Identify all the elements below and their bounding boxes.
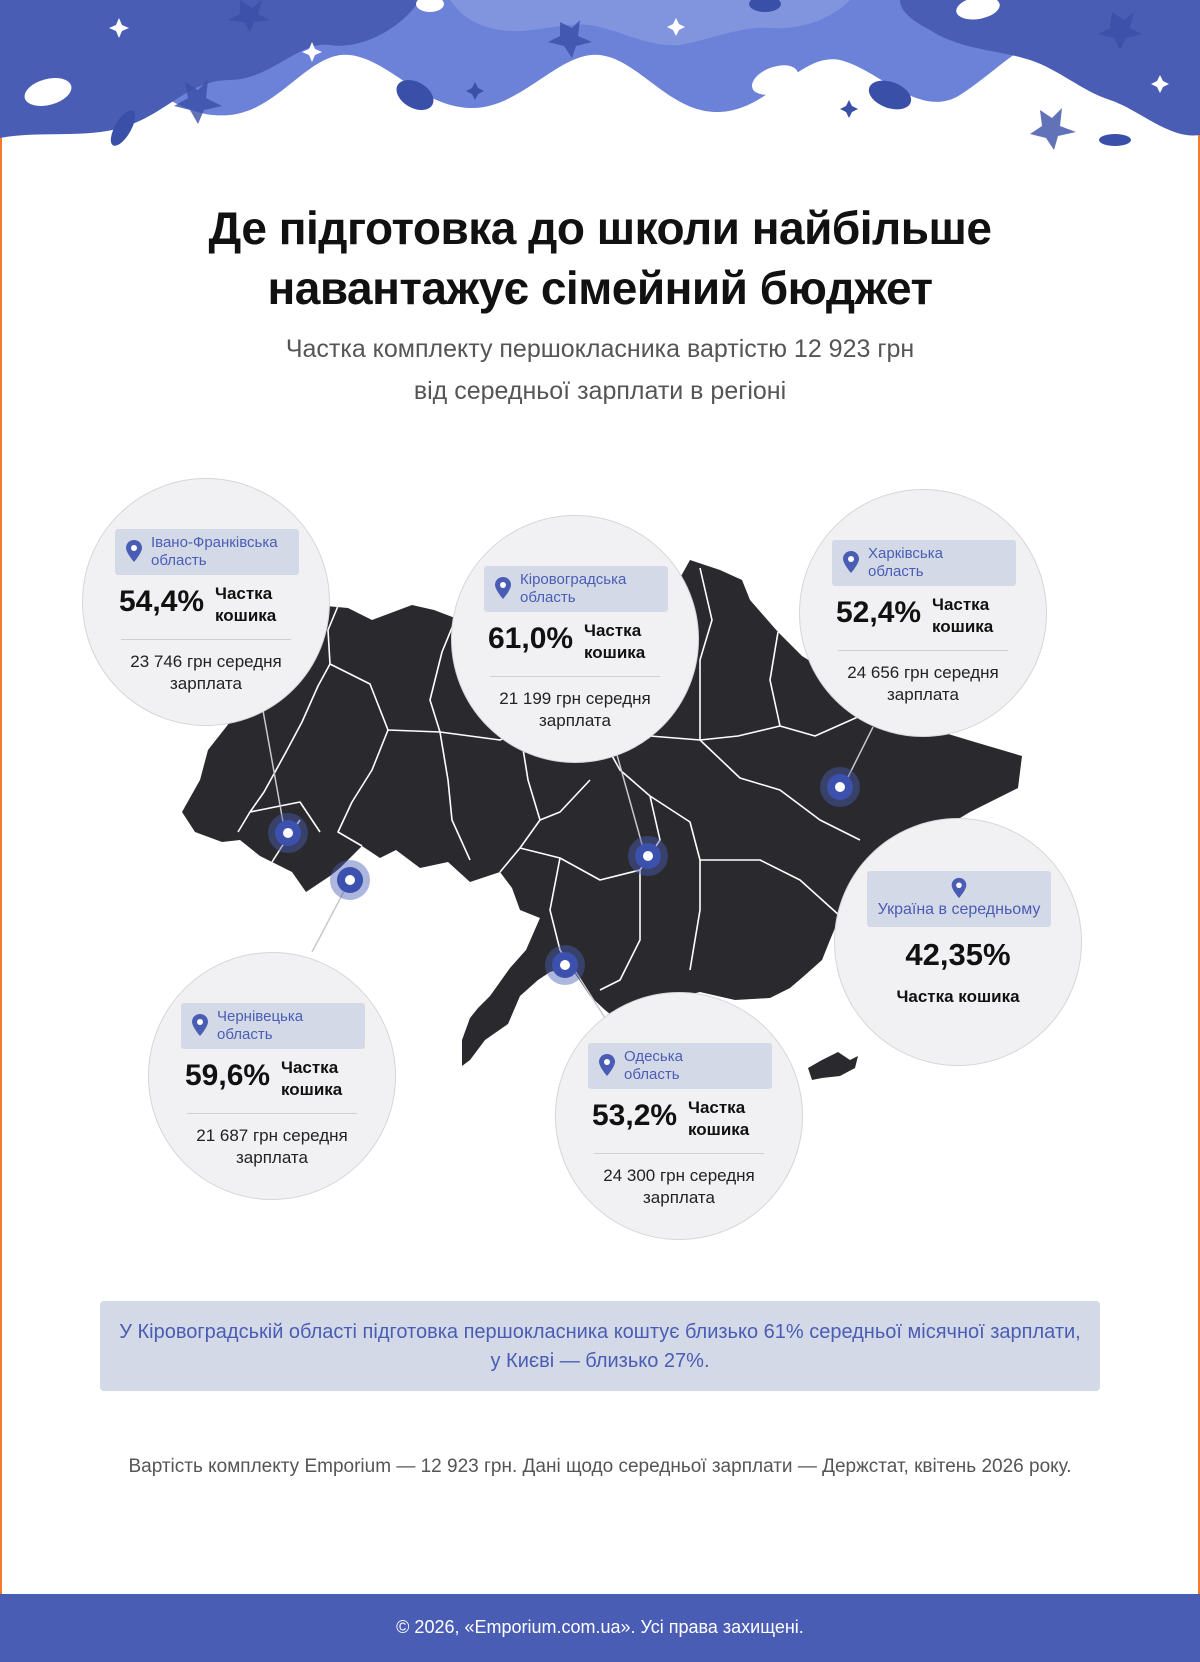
footer [0, 1594, 1200, 1662]
location-pin-icon [842, 550, 860, 574]
salary-line: 24 656 грн середня [847, 663, 999, 682]
share-value: 61,0% [488, 622, 574, 655]
note-line: У Кіровоградській області підготовка першокласника коштує близько 61% середньої місячної зарплати, [119, 1321, 1081, 1343]
share-label-line: Частка [932, 595, 990, 614]
average-salary [820, 662, 1026, 706]
title-line: Де підготовка до школи найбільше [208, 202, 992, 254]
share-label-line: кошика [688, 1120, 750, 1139]
region-tag [181, 1003, 365, 1049]
salary-line: зарплата [887, 685, 959, 704]
location-pin-icon [191, 1013, 209, 1037]
average-salary [169, 1125, 375, 1169]
salary-line: зарплата [170, 674, 242, 693]
salary-line: зарплата [643, 1188, 715, 1207]
source-note: Вартість комплекту Emporium — 12 923 грн. Дані щодо середньої зарплати — Держстат, квітень 2026 року. [128, 1456, 1072, 1477]
page-title [0, 198, 1200, 318]
share-label [688, 1097, 749, 1141]
share-value: 42,35% [905, 937, 1011, 972]
map-pin-kirovohrad [628, 836, 668, 876]
region-bubble-chernivtsi [148, 952, 396, 1200]
share-value: 59,6% [185, 1059, 271, 1092]
copyright-text: © 2026, «Emporium.com.ua». Усі права захищені. [396, 1617, 804, 1637]
map-pin-odesa [545, 945, 585, 985]
region-name: Україна в середньому [877, 901, 1041, 918]
average-salary [576, 1165, 782, 1209]
region-name: область [151, 552, 207, 569]
region-name: Кіровоградська [520, 571, 627, 588]
average-salary [103, 651, 309, 695]
average-bubble-ukraine [834, 818, 1082, 1066]
region-tag [867, 871, 1051, 927]
share-label: Частка кошика [896, 987, 1020, 1006]
salary-line: 23 746 грн середня [130, 652, 282, 671]
ukraine-map-area [0, 440, 1200, 1240]
divider [121, 639, 291, 640]
region-tag [115, 529, 299, 575]
salary-line: 21 199 грн середня [499, 689, 651, 708]
divider [490, 676, 660, 677]
region-name: Чернівецька [217, 1008, 304, 1025]
subtitle-line: від середньої зарплати в регіоні [413, 377, 787, 405]
share-label [932, 594, 993, 638]
salary-line: зарплата [236, 1148, 308, 1167]
region-name: область [868, 563, 924, 580]
share-label-line: Частка [281, 1058, 339, 1077]
salary-line: зарплата [539, 711, 611, 730]
share-label [215, 583, 276, 627]
region-name: Харківська [868, 545, 943, 562]
salary-line: 21 687 грн середня [196, 1126, 348, 1145]
share-label [281, 1057, 342, 1101]
page-subtitle [0, 328, 1200, 412]
region-tag [484, 566, 668, 612]
region-bubble-odesa [555, 992, 803, 1240]
region-name: область [520, 589, 576, 606]
map-pin-chernivtsi [330, 860, 370, 900]
divider [187, 1113, 357, 1114]
region-name: Івано-Франківська [151, 534, 278, 551]
location-pin-icon [950, 877, 968, 899]
share-value: 52,4% [836, 596, 922, 629]
share-label-line: Частка [688, 1098, 746, 1117]
share-label-line: кошика [281, 1080, 343, 1099]
average-salary [472, 688, 678, 732]
share-label-line: Частка [584, 621, 642, 640]
share-value: 53,2% [592, 1099, 678, 1132]
region-tag [832, 540, 1016, 586]
autumn-header-decoration [0, 0, 1200, 160]
subtitle-line: Частка комплекту першокласника вартістю 12 923 грн [285, 335, 915, 363]
highlight-note [100, 1301, 1100, 1391]
region-bubble-ivano-frankivsk [82, 478, 330, 726]
note-line: у Києві — близько 27%. [490, 1350, 710, 1372]
region-name: область [217, 1026, 273, 1043]
region-name: Одеська [624, 1048, 683, 1065]
region-name: область [624, 1066, 680, 1083]
title-line: навантажує сімейний бюджет [267, 262, 933, 314]
salary-line: 24 300 грн середня [603, 1166, 755, 1185]
divider [838, 650, 1008, 651]
share-label-line: кошика [584, 643, 646, 662]
map-pin-ivano-frankivsk [268, 813, 308, 853]
region-bubble-kirovohrad [451, 515, 699, 763]
location-pin-icon [494, 576, 512, 600]
share-value: 54,4% [119, 585, 205, 618]
divider [594, 1153, 764, 1154]
location-pin-icon [598, 1053, 616, 1077]
share-label-line: кошика [932, 617, 994, 636]
share-label [584, 620, 645, 664]
map-pin-kharkiv [820, 767, 860, 807]
share-label-line: кошика [215, 606, 277, 625]
location-pin-icon [125, 539, 143, 563]
region-tag [588, 1043, 772, 1089]
share-label-line: Частка [215, 584, 273, 603]
region-bubble-kharkiv [799, 489, 1047, 737]
